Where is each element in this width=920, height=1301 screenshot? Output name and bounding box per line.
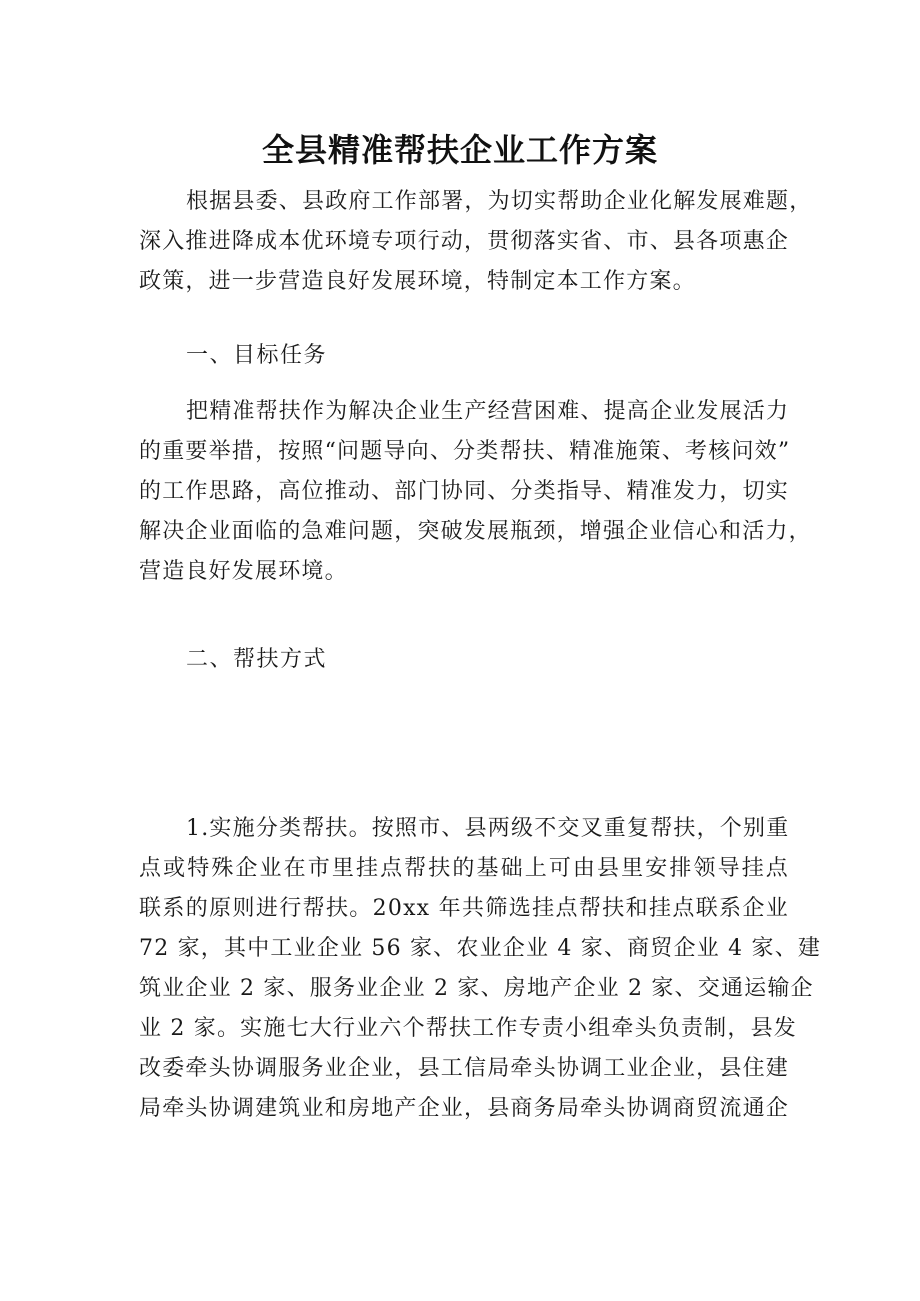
intro-line: 政策，进一步营造良好发展环境，特制定本工作方案。 [139,269,696,294]
section2-line: 点或特殊企业在市里挂点帮扶的基础上可由县里安排领导挂点 [139,856,789,881]
section1-line: 的重要举措，按照“问题导向、分类帮扶、精准施策、考核问效” [139,439,791,464]
section2-line: 联系的原则进行帮扶。20xx 年共筛选挂点帮扶和挂点联系企业 [139,896,789,921]
intro-paragraph [139,182,813,302]
section1-line: 解决企业面临的急难问题，突破发展瓶颈，增强企业信心和活力， [139,519,812,544]
section-heading-methods: 二、帮扶方式 [186,647,328,672]
section1-line: 把精准帮扶作为解决企业生产经营困难、提高企业发展活力 [186,399,790,424]
section1-line: 营造良好发展环境。 [139,559,348,584]
section2-line: 筑业企业 2 家、服务业企业 2 家、房地产企业 2 家、交通运输企 [139,976,814,1001]
section2-line: 业 2 家。实施七大行业六个帮扶工作专责小组牵头负责制，县发 [139,1016,797,1041]
document-title: 全县精准帮扶企业工作方案 [261,131,658,169]
intro-line: 根据县委、县政府工作部署，为切实帮助企业化解发展难题， [186,189,813,214]
section1-line: 的工作思路，高位推动、部门协同、分类指导、精准发力，切实 [139,479,789,504]
section2-line: 72 家，其中工业企业 56 家、农业企业 4 家、商贸企业 4 家、建 [139,936,822,961]
intro-line: 深入推进降成本优环境专项行动，贯彻落实省、市、县各项惠企 [139,229,789,254]
section2-line: 改委牵头协调服务业企业，县工信局牵头协调工业企业，县住建 [139,1056,789,1081]
section-heading-goals: 一、目标任务 [186,343,328,368]
section2-item1-paragraph [139,809,822,1129]
section2-line: 局牵头协调建筑业和房地产企业，县商务局牵头协调商贸流通企 [139,1096,789,1121]
section1-paragraph [139,392,812,592]
section2-line: 1.实施分类帮扶。按照市、县两级不交叉重复帮扶，个别重 [186,816,790,841]
